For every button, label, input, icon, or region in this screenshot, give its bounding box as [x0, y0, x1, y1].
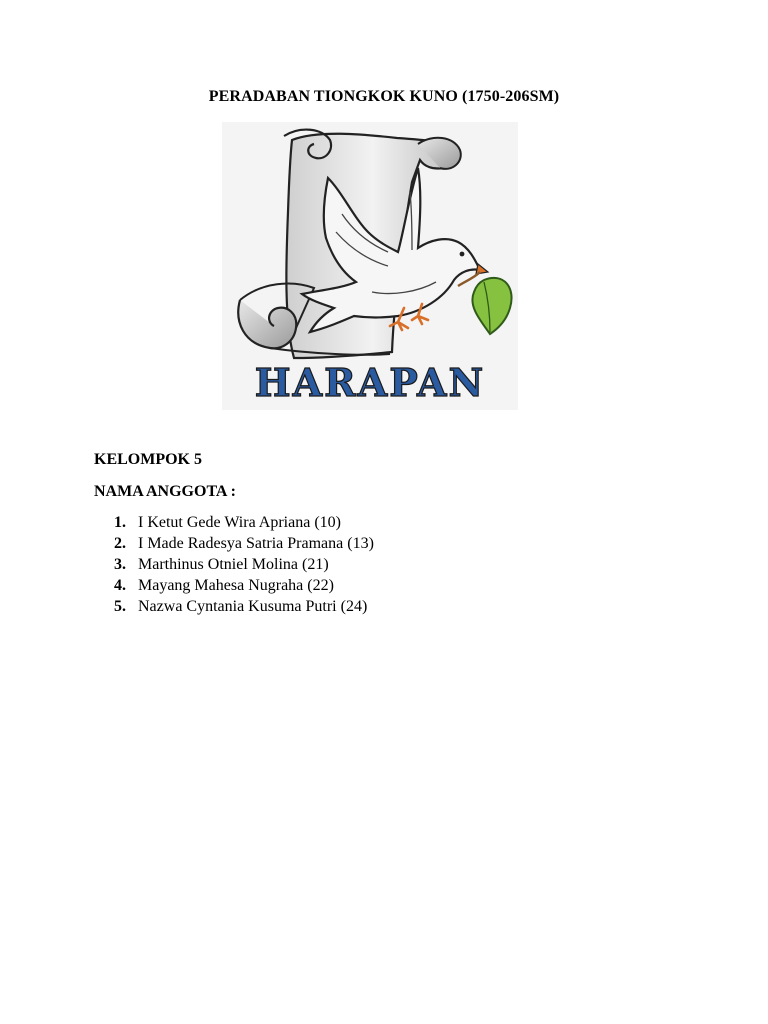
list-item	[114, 533, 374, 554]
group-label: KELOMPOK 5	[94, 451, 202, 468]
list-item	[114, 512, 374, 533]
harapan-logo	[222, 122, 518, 410]
list-item-name: Mayang Mahesa Nugraha (22)	[138, 577, 334, 594]
list-item-name: Nazwa Cyntania Kusuma Putri (24)	[138, 598, 368, 615]
member-list	[114, 512, 374, 617]
list-item	[114, 554, 374, 575]
list-item-number: 3.	[114, 556, 126, 573]
page-title: PERADABAN TIONGKOK KUNO (1750-206SM)	[208, 88, 560, 105]
list-item-number: 4.	[114, 577, 126, 594]
list-item	[114, 575, 374, 596]
list-item-number: 1.	[114, 514, 126, 531]
logo-wordmark: HARAPAN	[254, 360, 486, 405]
list-item-number: 5.	[114, 598, 126, 615]
list-item	[114, 596, 374, 617]
list-item-name: Marthinus Otniel Molina (21)	[138, 556, 329, 573]
list-item-name: I Made Radesya Satria Pramana (13)	[138, 535, 374, 552]
members-label: NAMA ANGGOTA :	[94, 483, 236, 500]
list-item-number: 2.	[114, 535, 126, 552]
list-item-name: I Ketut Gede Wira Apriana (10)	[138, 514, 341, 531]
